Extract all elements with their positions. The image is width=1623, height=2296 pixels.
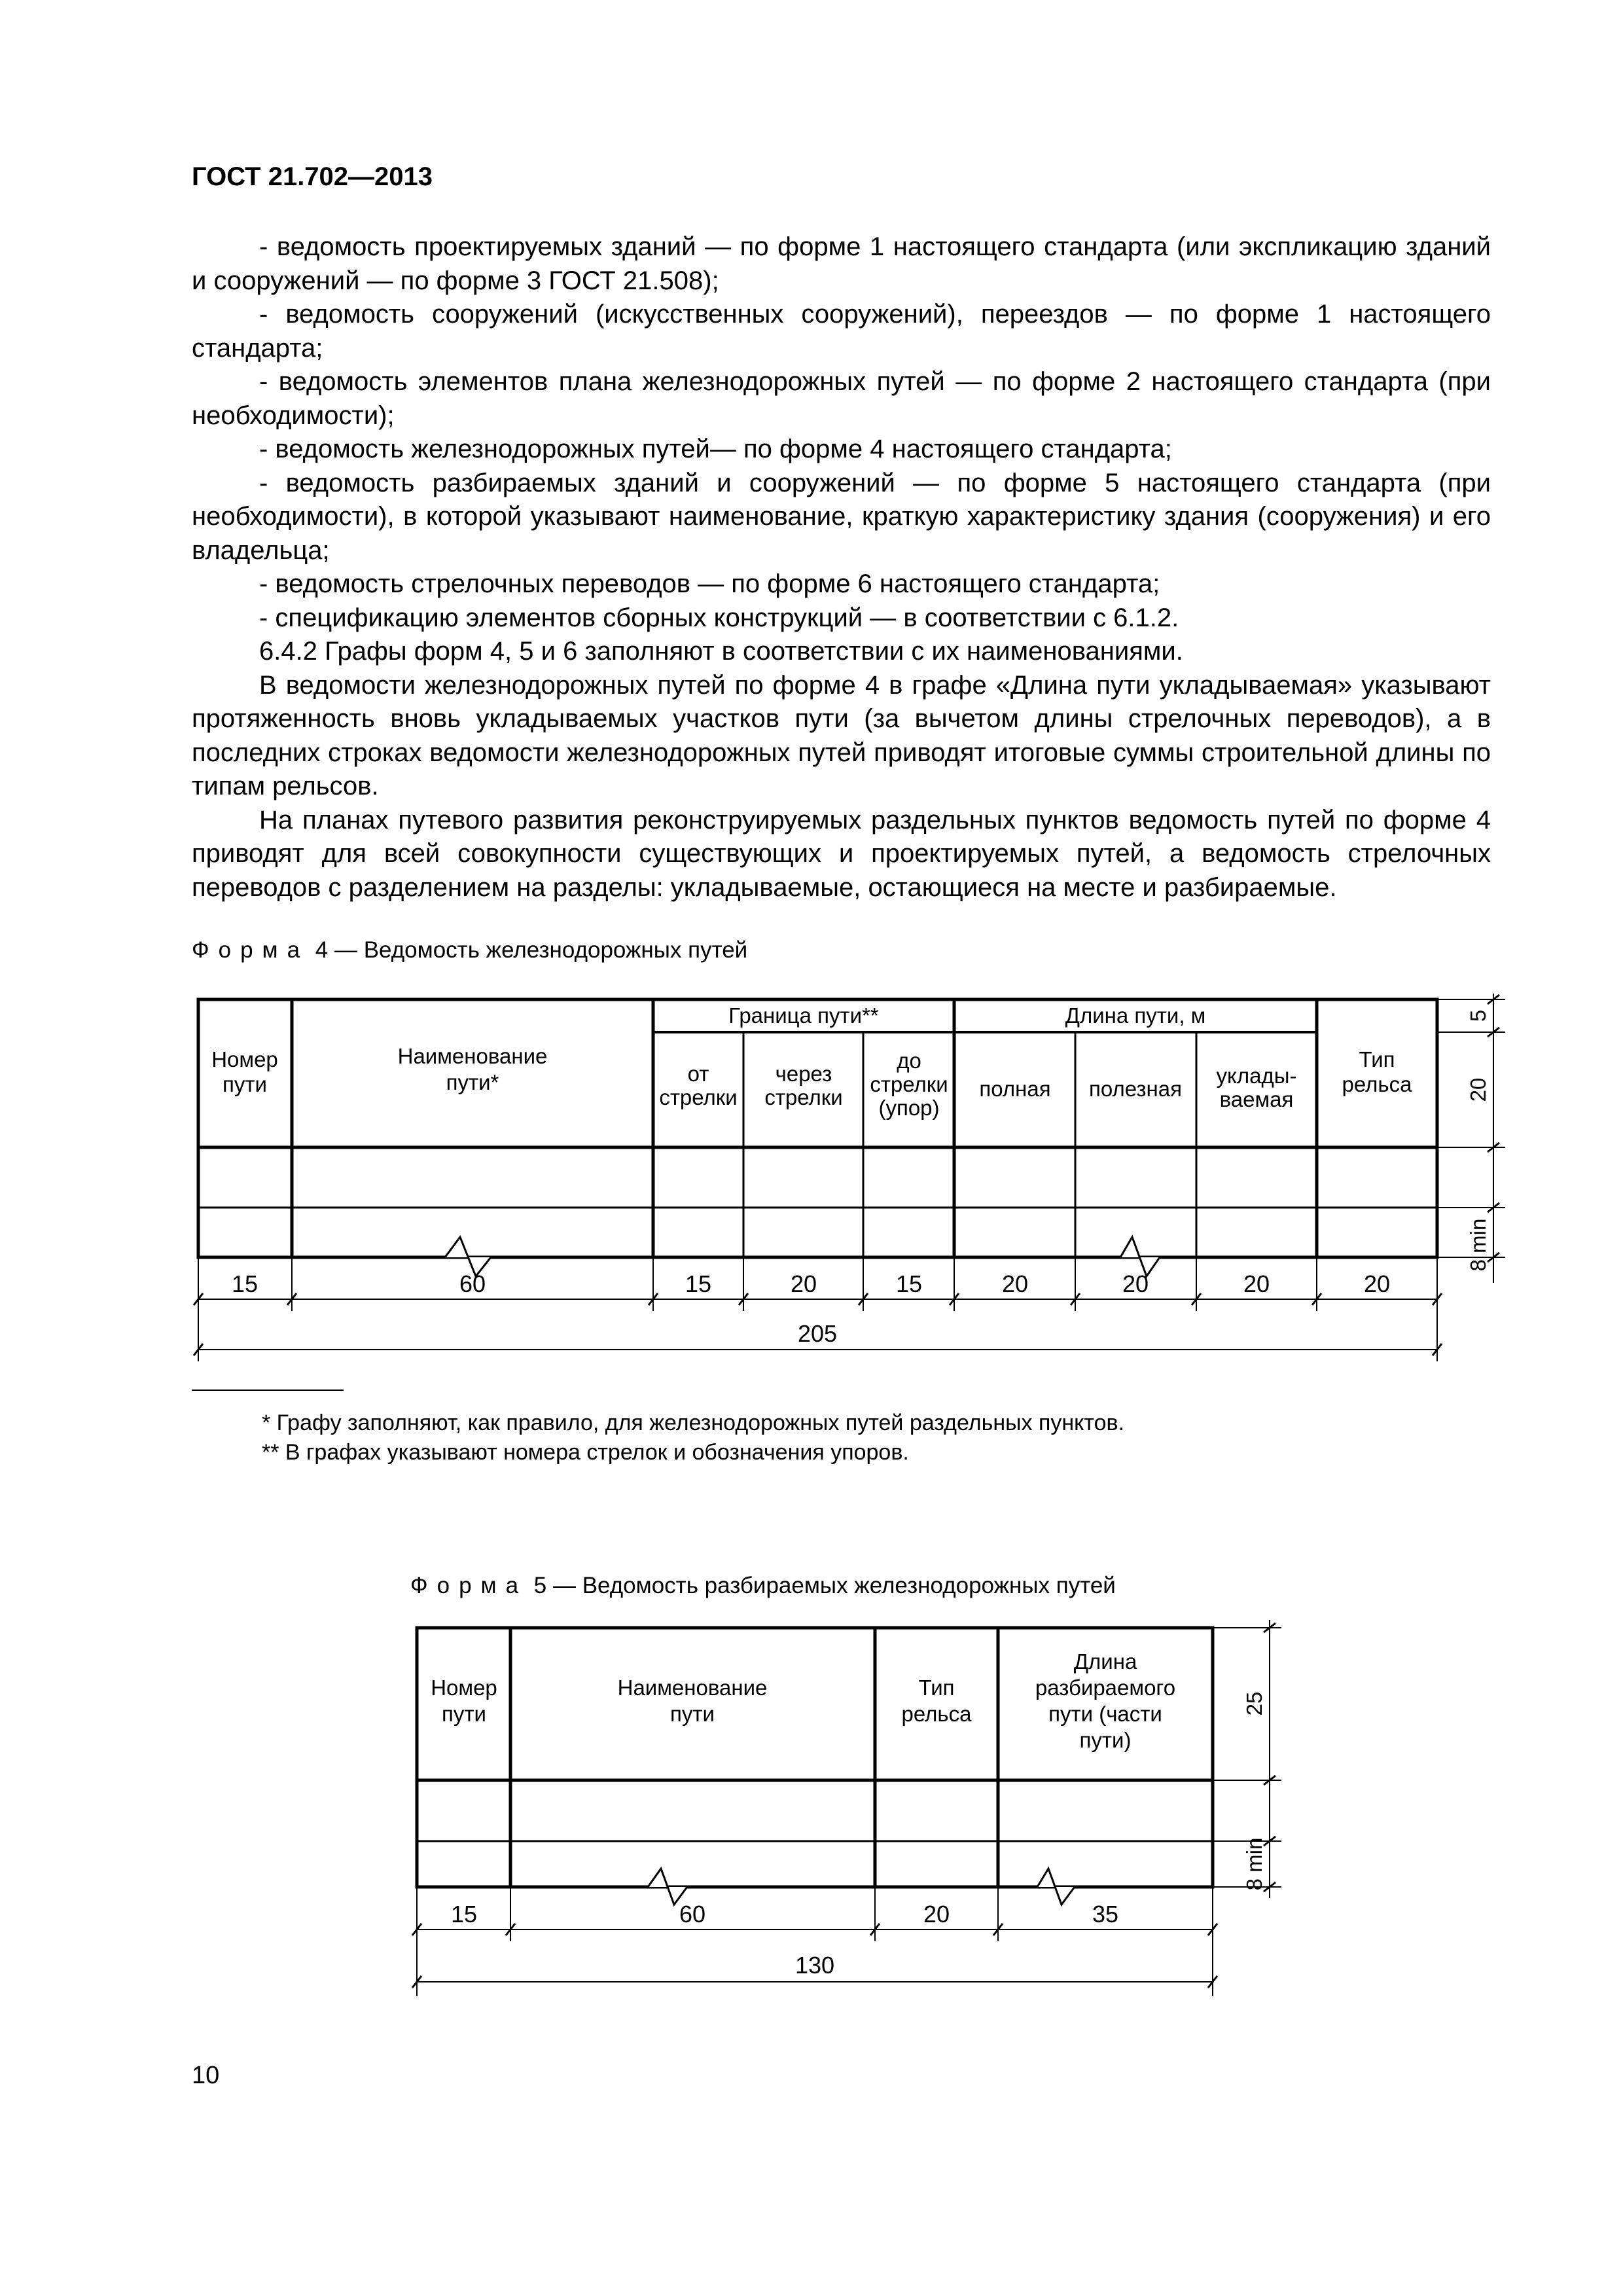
form4-header-ot-1: от xyxy=(687,1062,709,1086)
footnote: * Графу заполняют, как правило, для железнодорожных путей раздельных пунктов. xyxy=(262,1410,1125,1435)
form5-header-dlina-3: пути (части xyxy=(1048,1702,1162,1726)
paragraph: - ведомость разбираемых зданий и сооружений — по форме 5 настоящего стандарта (при необходимости), в которой указывают наименование, краткую характеристику здания (сооружения) и его владельца; xyxy=(192,468,1491,565)
form5-caption-rest: 5 — Ведомость разбираемых железнодорожных путей xyxy=(527,1573,1116,1598)
form5-header-dlina-1: Длина xyxy=(1073,1649,1137,1674)
form4-col-width: 60 xyxy=(459,1270,486,1297)
paragraph: - ведомость элементов плана железнодорожных путей — по форме 2 настоящего стандарта (при необходимости); xyxy=(192,367,1491,430)
form4-col-width: 20 xyxy=(1001,1270,1029,1297)
form4-col-width: 20 xyxy=(1363,1270,1391,1297)
form4-header-dlina: Длина пути, м xyxy=(1065,1003,1206,1028)
form4-header-naimen-2: пути* xyxy=(446,1070,499,1094)
form5-header-nomer-1: Номер xyxy=(431,1676,497,1700)
form5-col-width: 15 xyxy=(450,1901,478,1928)
form5-header-nomer-2: пути xyxy=(442,1702,486,1726)
form4-header-polnaya: полная xyxy=(979,1077,1051,1101)
page-number: 10 xyxy=(192,2062,220,2089)
form4-col-width: 20 xyxy=(1243,1270,1270,1297)
form4-col-width: 20 xyxy=(790,1270,817,1297)
form4-caption-rest: 4 — Ведомость железнодорожных путей xyxy=(309,937,748,963)
form4-header-cherez-2: стрелки xyxy=(764,1085,843,1109)
form4-header-uklad-1: уклады- xyxy=(1216,1064,1297,1088)
form4-header-poleznaya: полезная xyxy=(1089,1077,1182,1101)
form4-header-naimen-1: Наименование xyxy=(397,1044,548,1068)
form4-header-tip-1: Тип xyxy=(1359,1047,1395,1071)
page-header: ГОСТ 21.702—2013 xyxy=(192,162,433,191)
form4-header-tip-2: рельса xyxy=(1342,1072,1412,1096)
form4-row-dim: 20 xyxy=(1466,1077,1490,1102)
form4-col-width: 15 xyxy=(231,1270,259,1297)
paragraph: В ведомости железнодорожных путей по форме 4 в графе «Длина пути укладываемая» указывают протяженность вновь укладываемых участков пути (за вычетом длины стрелочных переводов), а в последних строках ведомости железнодорожных путей приводят итоговые суммы строительной длины по типам рельсов. xyxy=(192,670,1491,800)
form4-total-width: 205 xyxy=(797,1320,838,1347)
paragraph: - ведомость стрелочных переводов — по форме 6 настоящего стандарта; xyxy=(259,569,1160,598)
form4-header-do-3: (упор) xyxy=(878,1096,940,1120)
paragraph: 6.4.2 Графы форм 4, 5 и 6 заполняют в соответствии с их наименованиями. xyxy=(259,637,1183,666)
form4-caption-prefix: Форма xyxy=(192,937,310,963)
form4-header-uklad-2: ваемая xyxy=(1219,1087,1294,1111)
form5-col-width: 60 xyxy=(679,1901,706,1928)
paragraph: На планах путевого развития реконструируемых раздельных пунктов ведомость путей по форме 4 приводят для всей совокупности существующих и проектируемых путей, а ведомость стрелочных переводов с разделением на разделы: укладываемые, остающиеся на месте и разбираемые. xyxy=(192,805,1491,902)
footnote: ** В графах указывают номера стрелок и обозначения упоров. xyxy=(262,1440,909,1465)
form4-col-width: 15 xyxy=(895,1270,923,1297)
paragraph: - ведомость проектируемых зданий — по форме 1 настоящего стандарта (или экспликацию зданий и сооружений — по форме 3 ГОСТ 21.508); xyxy=(192,232,1491,295)
form5-header-dlina-2: разбираемого xyxy=(1035,1676,1176,1700)
form5-header-dlina-4: пути) xyxy=(1079,1728,1132,1752)
form4-header-do-1: до xyxy=(897,1049,921,1073)
form4-header-cherez-1: через xyxy=(775,1062,832,1086)
form4-header-nomer-2: пути xyxy=(223,1072,267,1096)
form5-header-tip-2: рельса xyxy=(901,1702,972,1726)
paragraph: - ведомость сооружений (искусственных сооружений), переездов — по форме 1 настоящего стандарта; xyxy=(192,300,1491,363)
form4-header-nomer-1: Номер xyxy=(211,1047,278,1071)
form4-row-dim: 8 min xyxy=(1466,1218,1490,1272)
form5-header-tip-1: Тип xyxy=(918,1676,955,1700)
form5-header-naimen-1: Наименование xyxy=(617,1676,768,1700)
form5-row-dim: 8 min xyxy=(1242,1837,1266,1891)
form5-total-width: 130 xyxy=(794,1952,835,1979)
form5-row-dim: 25 xyxy=(1242,1691,1266,1716)
form5-col-width: 20 xyxy=(923,1901,950,1928)
paragraph: - ведомость железнодорожных путей— по форме 4 настоящего стандарта; xyxy=(259,435,1172,463)
form4-header-granica: Граница пути** xyxy=(728,1003,879,1028)
form4-col-width: 15 xyxy=(685,1270,712,1297)
form4-col-width: 20 xyxy=(1122,1270,1149,1297)
form4-header-ot-2: стрелки xyxy=(659,1085,738,1109)
form5-caption-prefix: Форма xyxy=(410,1573,528,1598)
paragraph: - спецификацию элементов сборных конструкций — в соответствии с 6.1.2. xyxy=(259,603,1179,632)
form4-header-do-2: стрелки xyxy=(870,1072,948,1096)
form4-row-dim: 5 xyxy=(1466,1009,1490,1022)
form5-col-width: 35 xyxy=(1092,1901,1119,1928)
form5-header-naimen-2: пути xyxy=(670,1702,715,1726)
